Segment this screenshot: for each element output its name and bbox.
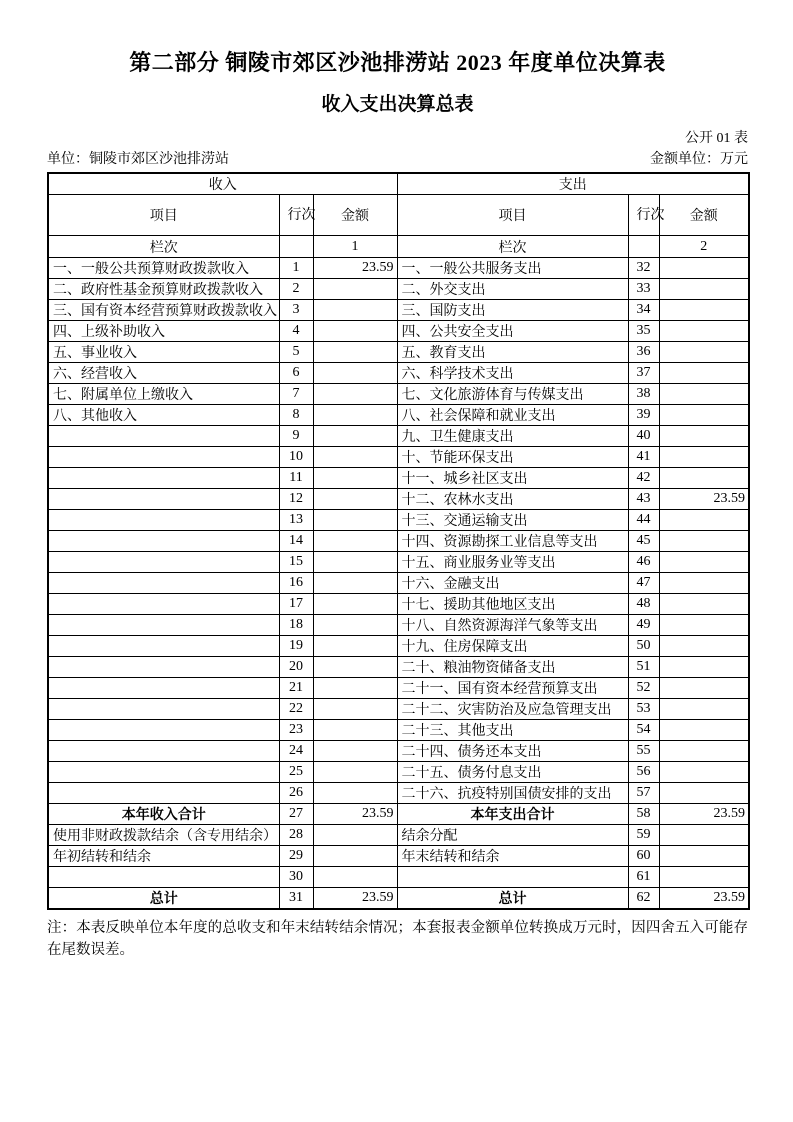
income-amount-cell bbox=[313, 615, 397, 636]
expense-rowno-cell: 34 bbox=[628, 300, 659, 321]
table-row bbox=[48, 825, 749, 846]
income-item-cell bbox=[48, 636, 279, 657]
expense-amount-cell bbox=[659, 573, 749, 594]
expense-amount-cell bbox=[659, 636, 749, 657]
income-rowno-cell: 27 bbox=[279, 804, 313, 825]
income-amount-cell bbox=[313, 762, 397, 783]
expense-item-cell: 十六、金融支出 bbox=[397, 573, 628, 594]
table-row bbox=[48, 783, 749, 804]
expense-amount-cell bbox=[659, 762, 749, 783]
expense-item-cell: 五、教育支出 bbox=[397, 342, 628, 363]
income-rowno-cell: 26 bbox=[279, 783, 313, 804]
expense-item-cell: 十二、农林水支出 bbox=[397, 489, 628, 510]
income-item-cell bbox=[48, 489, 279, 510]
income-item-cell bbox=[48, 447, 279, 468]
expense-amount-cell bbox=[659, 363, 749, 384]
expense-rowno-cell: 53 bbox=[628, 699, 659, 720]
table-row bbox=[48, 552, 749, 573]
income-item-cell: 八、其他收入 bbox=[48, 405, 279, 426]
income-rowno-cell: 5 bbox=[279, 342, 313, 363]
income-rowno-cell: 2 bbox=[279, 279, 313, 300]
table-row bbox=[48, 888, 749, 910]
income-amount-cell bbox=[313, 342, 397, 363]
income-item-cell bbox=[48, 552, 279, 573]
expense-item-cell: 结余分配 bbox=[397, 825, 628, 846]
expense-amount-cell bbox=[659, 783, 749, 804]
expense-rowno-cell: 35 bbox=[628, 321, 659, 342]
table-row bbox=[48, 657, 749, 678]
expense-rowno-cell: 50 bbox=[628, 636, 659, 657]
expense-amount-cell bbox=[659, 825, 749, 846]
income-amount-cell bbox=[313, 867, 397, 888]
income-item-cell: 总计 bbox=[48, 888, 279, 910]
income-amount-cell bbox=[313, 531, 397, 552]
expense-rowno-cell: 48 bbox=[628, 594, 659, 615]
income-amount-cell bbox=[313, 279, 397, 300]
income-amount-cell bbox=[313, 741, 397, 762]
income-amount-cell bbox=[313, 825, 397, 846]
expense-amount-cell bbox=[659, 615, 749, 636]
expense-amount-cell: 23.59 bbox=[659, 489, 749, 510]
expense-rowno-cell: 47 bbox=[628, 573, 659, 594]
expense-item-cell: 十九、住房保障支出 bbox=[397, 636, 628, 657]
income-rowno-cell: 31 bbox=[279, 888, 313, 910]
income-item-cell bbox=[48, 657, 279, 678]
income-amount-cell bbox=[313, 699, 397, 720]
income-rowno-cell: 13 bbox=[279, 510, 313, 531]
income-rowno-cell: 8 bbox=[279, 405, 313, 426]
expense-item-cell: 四、公共安全支出 bbox=[397, 321, 628, 342]
income-amount-cell bbox=[313, 405, 397, 426]
income-amount-cell bbox=[313, 720, 397, 741]
income-amount-cell bbox=[313, 510, 397, 531]
expense-amount-cell bbox=[659, 426, 749, 447]
income-item-cell: 二、政府性基金预算财政拨款收入 bbox=[48, 279, 279, 300]
income-amount-cell: 23.59 bbox=[313, 804, 397, 825]
income-rowno-cell: 4 bbox=[279, 321, 313, 342]
table-row bbox=[48, 468, 749, 489]
table-row bbox=[48, 258, 749, 279]
table-row bbox=[48, 510, 749, 531]
expense-item-cell: 二十五、债务付息支出 bbox=[397, 762, 628, 783]
income-item-cell bbox=[48, 720, 279, 741]
expense-item-cell: 本年支出合计 bbox=[397, 804, 628, 825]
table-row bbox=[48, 489, 749, 510]
income-amount-cell bbox=[313, 468, 397, 489]
income-item-cell bbox=[48, 678, 279, 699]
income-amount-cell bbox=[313, 384, 397, 405]
table-row bbox=[48, 321, 749, 342]
expense-amount-cell bbox=[659, 867, 749, 888]
expense-item-cell: 二十二、灾害防治及应急管理支出 bbox=[397, 699, 628, 720]
expense-rowno-cell: 54 bbox=[628, 720, 659, 741]
expense-amount-cell bbox=[659, 699, 749, 720]
table-row bbox=[48, 384, 749, 405]
income-section-header: 收入 bbox=[48, 173, 397, 195]
expense-rowno-cell: 40 bbox=[628, 426, 659, 447]
expense-amount-cell bbox=[659, 720, 749, 741]
income-amount-cell bbox=[313, 300, 397, 321]
expense-item-cell: 九、卫生健康支出 bbox=[397, 426, 628, 447]
income-item-cell bbox=[48, 783, 279, 804]
income-rowno-cell: 24 bbox=[279, 741, 313, 762]
expense-item-cell: 二十一、国有资本经营预算支出 bbox=[397, 678, 628, 699]
expense-item-cell: 十八、自然资源海洋气象等支出 bbox=[397, 615, 628, 636]
income-lanci-rowno-blank bbox=[279, 236, 313, 258]
expense-rowno-cell: 51 bbox=[628, 657, 659, 678]
column-header-row bbox=[48, 195, 749, 236]
expense-amount-cell bbox=[659, 552, 749, 573]
income-item-cell: 五、事业收入 bbox=[48, 342, 279, 363]
expense-item-cell: 十四、资源勘探工业信息等支出 bbox=[397, 531, 628, 552]
income-item-cell bbox=[48, 594, 279, 615]
expense-item-cell: 二十三、其他支出 bbox=[397, 720, 628, 741]
expense-rowno-cell: 38 bbox=[628, 384, 659, 405]
income-rowno-cell: 7 bbox=[279, 384, 313, 405]
table-row bbox=[48, 741, 749, 762]
expense-item-cell bbox=[397, 867, 628, 888]
income-rowno-cell: 18 bbox=[279, 615, 313, 636]
expense-item-cell: 六、科学技术支出 bbox=[397, 363, 628, 384]
expense-rowno-cell: 37 bbox=[628, 363, 659, 384]
income-amount-cell bbox=[313, 846, 397, 867]
income-rowno-cell: 17 bbox=[279, 594, 313, 615]
expense-rowno-cell: 49 bbox=[628, 615, 659, 636]
income-item-header: 项目 bbox=[48, 195, 279, 236]
income-rowno-cell: 20 bbox=[279, 657, 313, 678]
expense-amount-cell bbox=[659, 321, 749, 342]
expense-section-header: 支出 bbox=[397, 173, 749, 195]
expense-rowno-cell: 43 bbox=[628, 489, 659, 510]
expense-rowno-cell: 55 bbox=[628, 741, 659, 762]
expense-amount-cell: 23.59 bbox=[659, 804, 749, 825]
expense-amount-cell: 23.59 bbox=[659, 888, 749, 910]
expense-rowno-cell: 33 bbox=[628, 279, 659, 300]
income-rowno-cell: 11 bbox=[279, 468, 313, 489]
table-row bbox=[48, 615, 749, 636]
income-rowno-cell: 25 bbox=[279, 762, 313, 783]
expense-amount-cell bbox=[659, 258, 749, 279]
income-amount-header: 金额 bbox=[313, 195, 397, 236]
income-item-cell: 本年收入合计 bbox=[48, 804, 279, 825]
expense-item-cell: 八、社会保障和就业支出 bbox=[397, 405, 628, 426]
income-rowno-cell: 3 bbox=[279, 300, 313, 321]
expense-rowno-cell: 59 bbox=[628, 825, 659, 846]
column-index-row bbox=[48, 236, 749, 258]
amount-unit-label: 金额单位：万元 bbox=[650, 152, 748, 167]
income-rowno-cell: 1 bbox=[279, 258, 313, 279]
income-amount-cell bbox=[313, 447, 397, 468]
expense-rowno-cell: 39 bbox=[628, 405, 659, 426]
meta-line bbox=[47, 150, 748, 169]
expense-lanci-label: 栏次 bbox=[397, 236, 628, 258]
expense-amount-cell bbox=[659, 300, 749, 321]
table-row bbox=[48, 531, 749, 552]
table-row bbox=[48, 804, 749, 825]
expense-item-cell: 十七、援助其他地区支出 bbox=[397, 594, 628, 615]
expense-rowno-cell: 60 bbox=[628, 846, 659, 867]
income-rowno-cell: 6 bbox=[279, 363, 313, 384]
income-rowno-cell: 23 bbox=[279, 720, 313, 741]
income-column-number: 1 bbox=[313, 236, 397, 258]
expense-amount-cell bbox=[659, 279, 749, 300]
expense-rowno-cell: 52 bbox=[628, 678, 659, 699]
table-title: 收入支出决算总表 bbox=[321, 94, 474, 115]
expense-item-cell: 年末结转和结余 bbox=[397, 846, 628, 867]
income-rowno-cell: 15 bbox=[279, 552, 313, 573]
table-row bbox=[48, 447, 749, 468]
table-row bbox=[48, 678, 749, 699]
table-row bbox=[48, 762, 749, 783]
income-item-cell bbox=[48, 468, 279, 489]
expense-rowno-cell: 32 bbox=[628, 258, 659, 279]
expense-amount-cell bbox=[659, 657, 749, 678]
footnote: 注：本表反映单位本年度的总收支和年末结转结余情况；本套报表金额单位转换成万元时，因四舍五入可能存在尾数误差。 bbox=[47, 920, 748, 958]
table-row bbox=[48, 426, 749, 447]
unit-label: 单位：铜陵市郊区沙池排涝站 bbox=[47, 152, 229, 167]
table-code: 公开 01 表 bbox=[685, 131, 748, 146]
income-rowno-cell: 12 bbox=[279, 489, 313, 510]
income-amount-cell bbox=[313, 363, 397, 384]
expense-rowno-cell: 56 bbox=[628, 762, 659, 783]
income-rowno-header: 行次 bbox=[279, 195, 313, 236]
expense-rowno-cell: 61 bbox=[628, 867, 659, 888]
expense-amount-cell bbox=[659, 405, 749, 426]
expense-item-cell: 十一、城乡社区支出 bbox=[397, 468, 628, 489]
expense-rowno-cell: 62 bbox=[628, 888, 659, 910]
income-rowno-cell: 29 bbox=[279, 846, 313, 867]
table-row bbox=[48, 300, 749, 321]
expense-amount-cell bbox=[659, 846, 749, 867]
expense-item-cell: 十、节能环保支出 bbox=[397, 447, 628, 468]
income-amount-cell bbox=[313, 678, 397, 699]
income-item-cell: 三、国有资本经营预算财政拨款收入 bbox=[48, 300, 279, 321]
expense-amount-cell bbox=[659, 384, 749, 405]
income-rowno-cell: 16 bbox=[279, 573, 313, 594]
expense-amount-cell bbox=[659, 447, 749, 468]
expense-item-cell: 总计 bbox=[397, 888, 628, 910]
income-amount-cell: 23.59 bbox=[313, 888, 397, 910]
budget-summary-table bbox=[47, 172, 750, 910]
expense-rowno-cell: 45 bbox=[628, 531, 659, 552]
income-amount-cell bbox=[313, 321, 397, 342]
expense-rowno-cell: 42 bbox=[628, 468, 659, 489]
income-item-cell bbox=[48, 699, 279, 720]
table-row bbox=[48, 279, 749, 300]
expense-amount-cell bbox=[659, 468, 749, 489]
income-item-cell bbox=[48, 741, 279, 762]
expense-item-cell: 二十、粮油物资储备支出 bbox=[397, 657, 628, 678]
expense-rowno-cell: 41 bbox=[628, 447, 659, 468]
income-item-cell bbox=[48, 762, 279, 783]
expense-amount-cell bbox=[659, 741, 749, 762]
income-item-cell: 一、一般公共预算财政拨款收入 bbox=[48, 258, 279, 279]
income-item-cell bbox=[48, 615, 279, 636]
table-row bbox=[48, 342, 749, 363]
income-item-cell: 六、经营收入 bbox=[48, 363, 279, 384]
expense-amount-header: 金额 bbox=[659, 195, 749, 236]
table-row bbox=[48, 363, 749, 384]
income-amount-cell bbox=[313, 552, 397, 573]
expense-item-cell: 七、文化旅游体育与传媒支出 bbox=[397, 384, 628, 405]
expense-item-cell: 三、国防支出 bbox=[397, 300, 628, 321]
income-amount-cell bbox=[313, 783, 397, 804]
income-rowno-cell: 28 bbox=[279, 825, 313, 846]
expense-item-header: 项目 bbox=[397, 195, 628, 236]
expense-amount-cell bbox=[659, 531, 749, 552]
income-rowno-cell: 21 bbox=[279, 678, 313, 699]
expense-rowno-cell: 46 bbox=[628, 552, 659, 573]
income-amount-cell bbox=[313, 489, 397, 510]
expense-lanci-rowno-blank bbox=[628, 236, 659, 258]
income-lanci-label: 栏次 bbox=[48, 236, 279, 258]
expense-item-cell: 一、一般公共服务支出 bbox=[397, 258, 628, 279]
section-header-row bbox=[48, 173, 749, 195]
income-amount-cell bbox=[313, 636, 397, 657]
income-rowno-cell: 9 bbox=[279, 426, 313, 447]
income-item-cell bbox=[48, 531, 279, 552]
income-item-cell: 年初结转和结余 bbox=[48, 846, 279, 867]
table-body bbox=[48, 258, 749, 910]
document-title: 第二部分 铜陵市郊区沙池排涝站 2023 年度单位决算表 bbox=[129, 50, 666, 75]
income-amount-cell bbox=[313, 426, 397, 447]
income-amount-cell bbox=[313, 657, 397, 678]
expense-rowno-cell: 57 bbox=[628, 783, 659, 804]
table-row bbox=[48, 699, 749, 720]
income-item-cell: 使用非财政拨款结余（含专用结余） bbox=[48, 825, 279, 846]
expense-item-cell: 十三、交通运输支出 bbox=[397, 510, 628, 531]
income-amount-cell bbox=[313, 573, 397, 594]
income-item-cell bbox=[48, 426, 279, 447]
expense-rowno-cell: 44 bbox=[628, 510, 659, 531]
income-amount-cell bbox=[313, 594, 397, 615]
table-row bbox=[48, 594, 749, 615]
expense-rowno-header: 行次 bbox=[628, 195, 659, 236]
income-rowno-cell: 14 bbox=[279, 531, 313, 552]
income-item-cell: 七、附属单位上缴收入 bbox=[48, 384, 279, 405]
income-rowno-cell: 30 bbox=[279, 867, 313, 888]
income-item-cell bbox=[48, 510, 279, 531]
table-row bbox=[48, 573, 749, 594]
expense-amount-cell bbox=[659, 342, 749, 363]
expense-rowno-cell: 58 bbox=[628, 804, 659, 825]
expense-rowno-cell: 36 bbox=[628, 342, 659, 363]
income-rowno-cell: 19 bbox=[279, 636, 313, 657]
income-amount-cell: 23.59 bbox=[313, 258, 397, 279]
table-row bbox=[48, 636, 749, 657]
expense-item-cell: 十五、商业服务业等支出 bbox=[397, 552, 628, 573]
table-row bbox=[48, 867, 749, 888]
expense-column-number: 2 bbox=[659, 236, 749, 258]
expense-amount-cell bbox=[659, 678, 749, 699]
expense-amount-cell bbox=[659, 594, 749, 615]
expense-item-cell: 二十六、抗疫特别国债安排的支出 bbox=[397, 783, 628, 804]
expense-item-cell: 二十四、债务还本支出 bbox=[397, 741, 628, 762]
income-rowno-cell: 10 bbox=[279, 447, 313, 468]
income-item-cell: 四、上级补助收入 bbox=[48, 321, 279, 342]
table-row bbox=[48, 846, 749, 867]
income-rowno-cell: 22 bbox=[279, 699, 313, 720]
expense-item-cell: 二、外交支出 bbox=[397, 279, 628, 300]
income-item-cell bbox=[48, 867, 279, 888]
table-row bbox=[48, 405, 749, 426]
table-row bbox=[48, 720, 749, 741]
expense-amount-cell bbox=[659, 510, 749, 531]
income-item-cell bbox=[48, 573, 279, 594]
